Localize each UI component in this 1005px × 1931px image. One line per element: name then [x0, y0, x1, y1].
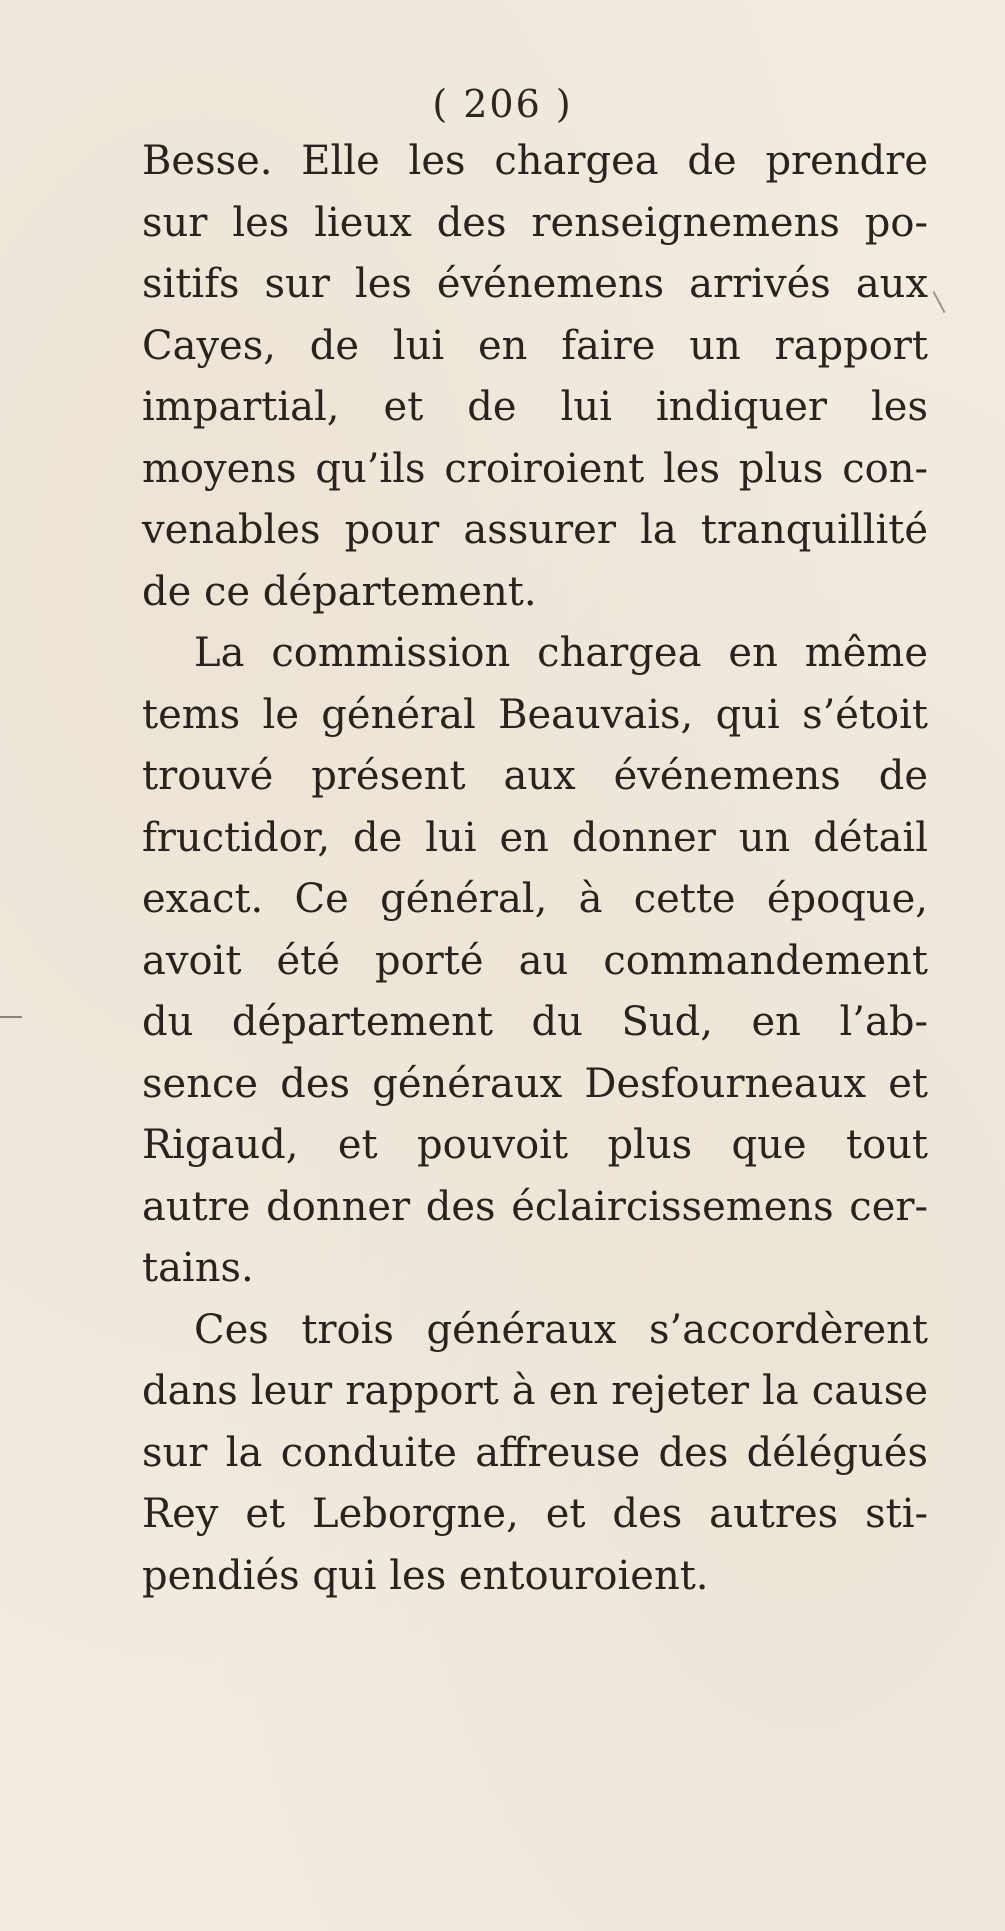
text-line: sence des généraux Desfourneaux et [142, 1060, 928, 1107]
text-line: moyens qu’ils croiroient les plus con- [142, 445, 928, 492]
text-line: sur les lieux des renseignemens po- [142, 199, 928, 246]
text-line: autre donner des éclaircissemens cer- [142, 1183, 928, 1230]
text-line: de ce département. [142, 568, 537, 615]
text-line: tems le général Beauvais, qui s’étoit [142, 691, 928, 738]
page-number: ( 206 ) [432, 82, 573, 126]
text-line: venables pour assurer la tranquillité [142, 507, 928, 553]
text-line: du département du Sud, en l’ab- [142, 999, 928, 1045]
text-line: Besse. Elle les chargea de prendre [142, 138, 928, 184]
text-line: avoit été porté au commandement [142, 937, 928, 984]
text-line: Rey et Leborgne, et des autres sti- [142, 1491, 928, 1537]
text-line: sitifs sur les événemens arrivés aux [142, 261, 928, 307]
text-line: tains. [142, 1245, 254, 1291]
text-line: impartial, et de lui indiquer les [142, 384, 928, 430]
text-line: Cayes, de lui en faire un rapport [142, 322, 928, 369]
text-line: sur la conduite affreuse des délégués [142, 1429, 928, 1476]
text-line: dans leur rapport à en rejeter la cause [142, 1368, 928, 1414]
body-text [142, 131, 928, 1607]
text-line: Rigaud, et pouvoit plus que tout [142, 1122, 928, 1168]
paragraph-first-line: La commission chargea en même [194, 630, 928, 676]
margin-mark [0, 1016, 22, 1018]
paragraph-first-line: Ces trois généraux s’accordèrent [194, 1306, 928, 1353]
margin-tick [932, 291, 945, 313]
text-line: pendiés qui les entouroient. [142, 1552, 709, 1599]
text-line: trouvé présent aux événemens de [142, 753, 928, 799]
text-line: fructidor, de lui en donner un détail [142, 814, 928, 861]
text-line: exact. Ce général, à cette époque, [142, 876, 928, 922]
